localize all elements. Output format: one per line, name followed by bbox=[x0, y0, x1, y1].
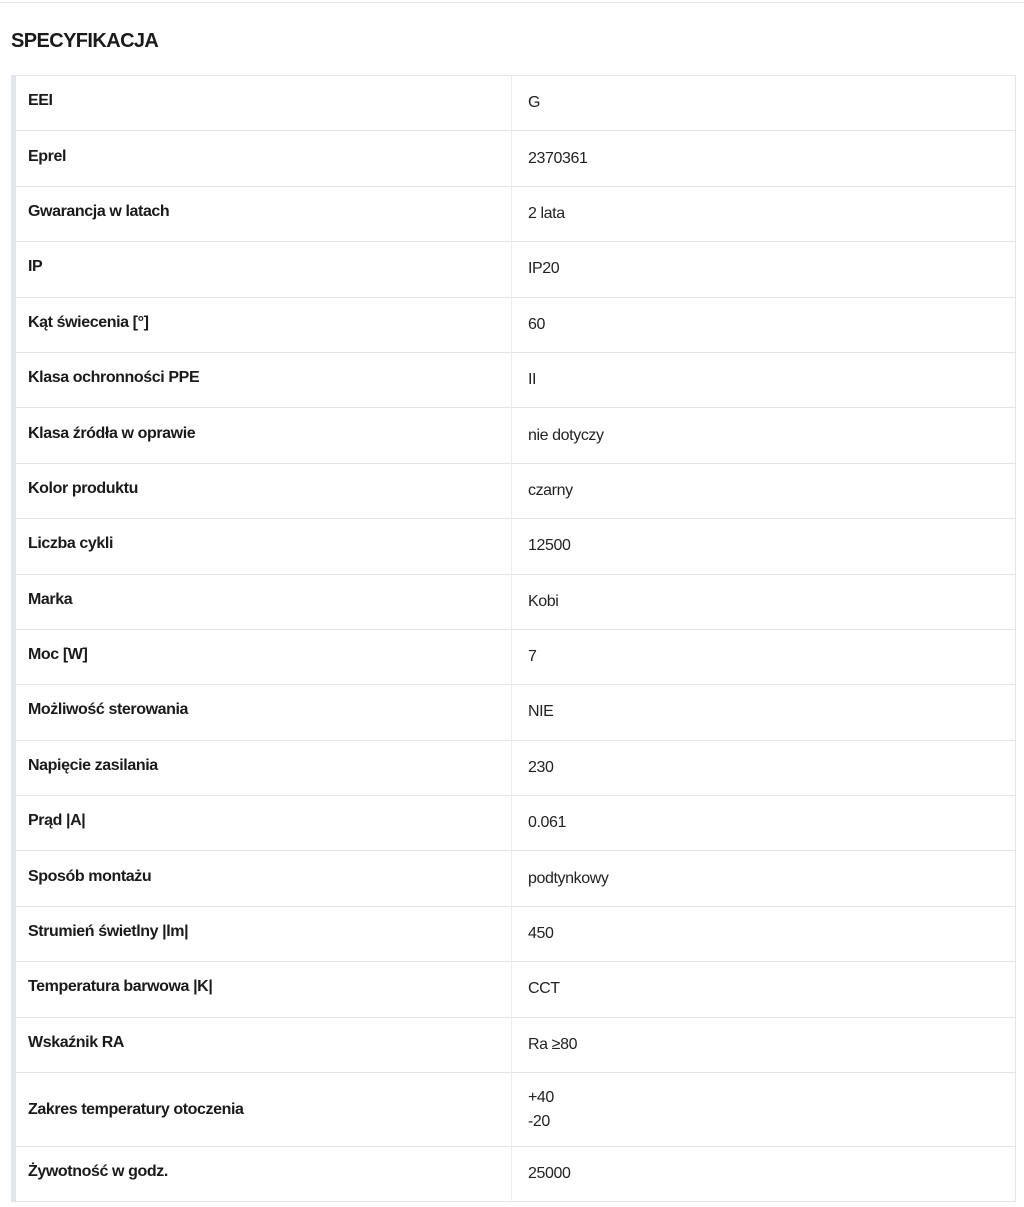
top-divider bbox=[0, 2, 1024, 3]
spec-label: IP bbox=[28, 258, 43, 276]
spec-value: 230 bbox=[511, 740, 1015, 795]
spec-value: 60 bbox=[511, 297, 1015, 352]
table-row bbox=[14, 906, 1016, 961]
spec-label: Gwarancja w latach bbox=[28, 202, 170, 220]
spec-label: Żywotność w godz. bbox=[28, 1163, 168, 1181]
spec-value: IP20 bbox=[511, 242, 1015, 297]
spec-value: 2370361 bbox=[511, 131, 1015, 186]
spec-value: 0.061 bbox=[511, 796, 1015, 851]
spec-value: 7 bbox=[511, 629, 1015, 684]
spec-value: Ra ≥80 bbox=[511, 1017, 1015, 1072]
spec-label: EEI bbox=[28, 92, 53, 110]
spec-label: Liczba cykli bbox=[28, 535, 114, 553]
spec-value: G bbox=[511, 76, 1015, 131]
spec-value: czarny bbox=[511, 463, 1015, 518]
spec-label: Kolor produktu bbox=[28, 479, 138, 497]
table-row bbox=[14, 685, 1016, 740]
spec-value: 2 lata bbox=[511, 186, 1015, 241]
spec-value: 450 bbox=[511, 906, 1015, 961]
table-row bbox=[14, 297, 1016, 352]
spec-value: II bbox=[511, 352, 1015, 407]
spec-label: Klasa ochronności PPE bbox=[28, 369, 200, 387]
spec-value: NIE bbox=[511, 685, 1015, 740]
spec-value: nie dotyczy bbox=[511, 408, 1015, 463]
table-row bbox=[14, 574, 1016, 629]
table-row bbox=[14, 962, 1016, 1017]
spec-label: Prąd |A| bbox=[28, 812, 86, 830]
table-row bbox=[14, 186, 1016, 241]
spec-label: Zakres temperatury otoczenia bbox=[28, 1100, 244, 1118]
table-row bbox=[14, 1147, 1016, 1202]
spec-label: Temperatura barwowa |K| bbox=[28, 978, 213, 996]
table-row bbox=[14, 629, 1016, 684]
spec-value: Kobi bbox=[511, 574, 1015, 629]
table-row bbox=[14, 242, 1016, 297]
spec-value-min: -20 bbox=[527, 1112, 550, 1130]
spec-value-max: +40 bbox=[527, 1088, 554, 1106]
spec-label: Możliwość sterowania bbox=[28, 701, 189, 719]
spec-label: Moc [W] bbox=[28, 646, 88, 664]
table-row bbox=[14, 796, 1016, 851]
section-title: SPECYFIKACJA bbox=[11, 30, 159, 52]
spec-value bbox=[511, 1073, 1015, 1147]
spec-label: Klasa źródła w oprawie bbox=[28, 424, 196, 442]
spec-value: 25000 bbox=[511, 1147, 1015, 1202]
spec-value: 12500 bbox=[511, 519, 1015, 574]
table-row bbox=[14, 352, 1016, 407]
table-row bbox=[14, 408, 1016, 463]
table-row bbox=[14, 1073, 1016, 1147]
spec-label: Wskaźnik RA bbox=[28, 1033, 125, 1051]
table-row bbox=[14, 76, 1016, 131]
spec-value: podtynkowy bbox=[511, 851, 1015, 906]
table-row bbox=[14, 1017, 1016, 1072]
table-row bbox=[14, 851, 1016, 906]
spec-label: Eprel bbox=[28, 147, 67, 165]
spec-label: Marka bbox=[28, 590, 73, 608]
spec-label: Kąt świecenia [°] bbox=[28, 313, 149, 331]
specification-table bbox=[11, 75, 1016, 1202]
spec-label: Strumień świetlny |lm| bbox=[28, 923, 189, 941]
table-row bbox=[14, 519, 1016, 574]
table-row bbox=[14, 463, 1016, 518]
spec-label: Sposób montażu bbox=[28, 867, 152, 885]
spec-label: Napięcie zasilania bbox=[28, 756, 158, 774]
table-row bbox=[14, 740, 1016, 795]
table-row bbox=[14, 131, 1016, 186]
spec-value: CCT bbox=[511, 962, 1015, 1017]
